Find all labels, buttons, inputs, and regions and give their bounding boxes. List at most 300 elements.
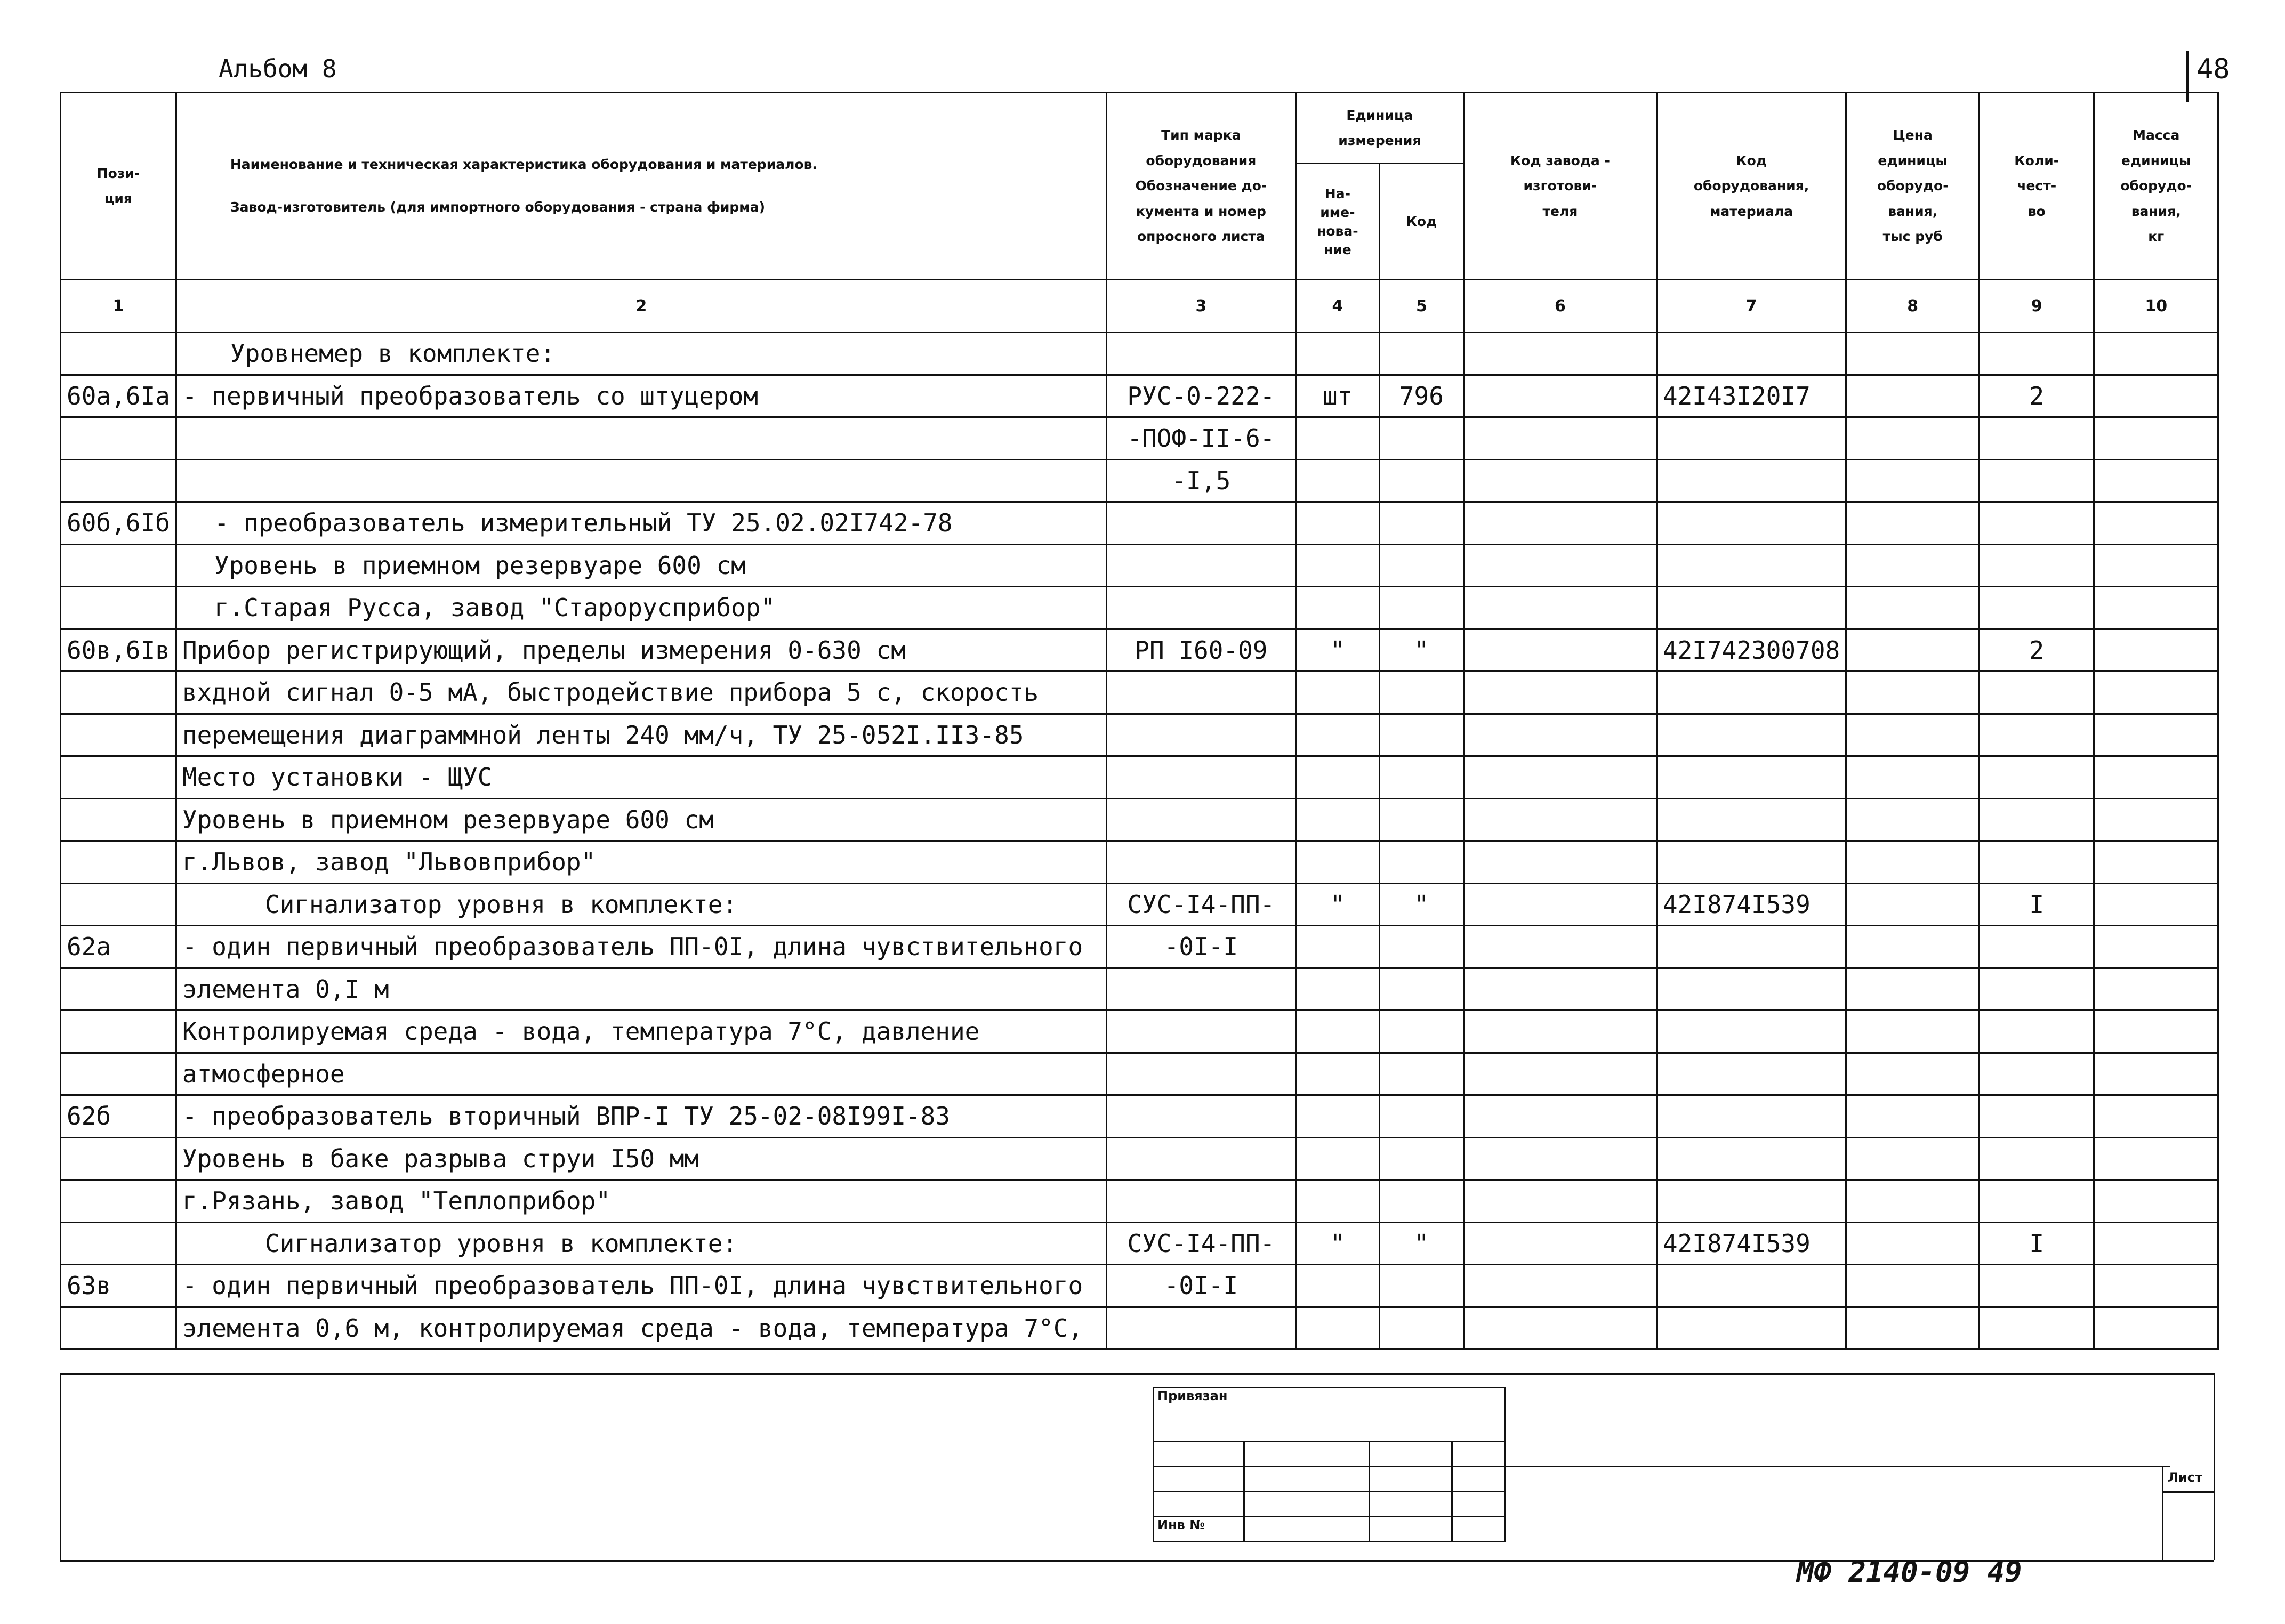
cell-plant-code: [1463, 417, 1656, 460]
cell-type-mark: СУС-I4-ПП-: [1106, 1222, 1296, 1265]
cell-unit-name: [1296, 587, 1379, 629]
column-number: 7: [1656, 280, 1846, 333]
cell-quantity: [1980, 333, 2094, 375]
cell-plant-code: [1463, 1307, 1656, 1350]
cell-equipment-code: [1656, 841, 1846, 884]
cell-unit-name: [1296, 417, 1379, 460]
cell-name: перемещения диаграммной ленты 240 мм/ч, ТУ 25-052I.II3-85: [176, 714, 1106, 756]
cell-price: [1846, 333, 1980, 375]
cell-plant-code: [1463, 672, 1656, 714]
cell-name: Уровень в приемном резервуаре 600 см: [176, 798, 1106, 841]
cell-position: [61, 459, 176, 502]
stamp-cell: [1370, 1442, 1452, 1467]
stamp-divider-line: [1506, 1466, 2170, 1467]
cell-position: [61, 1137, 176, 1180]
cell-price: [1846, 1095, 1980, 1138]
cell-unit-name: [1296, 968, 1379, 1011]
cell-quantity: [1980, 798, 2094, 841]
cell-quantity: [1980, 587, 2094, 629]
cell-name: г.Старая Русса, завод "Старорусприбор": [176, 587, 1106, 629]
cell-mass: [2094, 883, 2218, 926]
cell-price: [1846, 459, 1980, 502]
cell-equipment-code: 42I874I539: [1656, 1222, 1846, 1265]
cell-price: [1846, 1307, 1980, 1350]
table-row: [61, 841, 2218, 884]
cell-type-mark: СУС-I4-ПП-: [1106, 883, 1296, 926]
table-row: [61, 1095, 2218, 1138]
cell-unit-code: [1379, 1053, 1463, 1095]
cell-plant-code: [1463, 926, 1656, 968]
header-quantity: Коли- чест- во: [1980, 93, 2094, 280]
table-row: [61, 1011, 2218, 1053]
cell-mass: [2094, 1222, 2218, 1265]
cell-plant-code: [1463, 1222, 1656, 1265]
column-number-row: [61, 280, 2218, 333]
cell-quantity: [1980, 926, 2094, 968]
cell-position: [61, 1011, 176, 1053]
stamp-cell: [1370, 1492, 1452, 1517]
album-label: Альбом 8: [219, 54, 337, 83]
cell-plant-code: [1463, 1137, 1656, 1180]
table-row: [61, 417, 2218, 460]
cell-equipment-code: 42I874I539: [1656, 883, 1846, 926]
stamp-cell: [1244, 1467, 1370, 1492]
cell-type-mark: [1106, 1011, 1296, 1053]
cell-unit-code: [1379, 544, 1463, 587]
cell-price: [1846, 672, 1980, 714]
cell-plant-code: [1463, 333, 1656, 375]
cell-unit-code: [1379, 1011, 1463, 1053]
cell-name: Место установки - ЩУС: [176, 756, 1106, 799]
cell-unit-code: [1379, 333, 1463, 375]
cell-unit-code: [1379, 1180, 1463, 1223]
table-row: [61, 883, 2218, 926]
header-unit-code: Код: [1379, 164, 1463, 280]
cell-unit-name: [1296, 926, 1379, 968]
cell-name: Сигнализатор уровня в комплекте:: [176, 1222, 1106, 1265]
cell-equipment-code: [1656, 926, 1846, 968]
cell-equipment-code: [1656, 1180, 1846, 1223]
cell-position: [61, 1222, 176, 1265]
cell-unit-name: [1296, 1011, 1379, 1053]
cell-position: [61, 1307, 176, 1350]
cell-unit-code: [1379, 968, 1463, 1011]
cell-mass: [2094, 333, 2218, 375]
cell-mass: [2094, 375, 2218, 417]
cell-unit-code: ": [1379, 1222, 1463, 1265]
cell-position: [61, 968, 176, 1011]
cell-name: Уровень в приемном резервуаре 600 см: [176, 544, 1106, 587]
cell-price: [1846, 1222, 1980, 1265]
cell-mass: [2094, 1307, 2218, 1350]
cell-position: 60в,6Iв: [61, 629, 176, 672]
cell-name: вхдной сигнал 0-5 мА, быстродействие прибора 5 с, скорость: [176, 672, 1106, 714]
cell-equipment-code: 42I742300708: [1656, 629, 1846, 672]
cell-name: элемента 0,I м: [176, 968, 1106, 1011]
cell-unit-name: [1296, 459, 1379, 502]
document-number: МФ 2140-09 49: [1797, 1555, 2022, 1589]
cell-quantity: I: [1980, 883, 2094, 926]
column-number: 5: [1379, 280, 1463, 333]
cell-unit-code: [1379, 502, 1463, 545]
stamp-cell: [1244, 1492, 1370, 1517]
cell-quantity: [1980, 1307, 2094, 1350]
cell-name: Сигнализатор уровня в комплекте:: [176, 883, 1106, 926]
cell-mass: [2094, 926, 2218, 968]
cell-equipment-code: [1656, 544, 1846, 587]
table-row: [61, 968, 2218, 1011]
table-row: [61, 502, 2218, 545]
table-row: [61, 587, 2218, 629]
cell-unit-code: 796: [1379, 375, 1463, 417]
table-row: [61, 1180, 2218, 1223]
cell-equipment-code: [1656, 502, 1846, 545]
cell-price: [1846, 714, 1980, 756]
cell-mass: [2094, 502, 2218, 545]
cell-position: [61, 883, 176, 926]
cell-position: [61, 544, 176, 587]
column-number: 1: [61, 280, 176, 333]
frame-left-border: [60, 1373, 61, 1560]
cell-equipment-code: [1656, 417, 1846, 460]
cell-quantity: [1980, 544, 2094, 587]
cell-type-mark: РП I60-09: [1106, 629, 1296, 672]
column-number: 8: [1846, 280, 1980, 333]
cell-equipment-code: [1656, 756, 1846, 799]
cell-mass: [2094, 968, 2218, 1011]
cell-name: Уровнемер в комплекте:: [176, 333, 1106, 375]
cell-price: [1846, 417, 1980, 460]
cell-quantity: [1980, 417, 2094, 460]
cell-unit-name: [1296, 1180, 1379, 1223]
cell-quantity: [1980, 502, 2094, 545]
cell-mass: [2094, 672, 2218, 714]
cell-mass: [2094, 629, 2218, 672]
header-plant-code: Код завода - изготови- теля: [1463, 93, 1656, 280]
cell-unit-code: [1379, 417, 1463, 460]
cell-quantity: [1980, 672, 2094, 714]
cell-unit-name: [1296, 714, 1379, 756]
cell-name: Прибор регистрирующий, пределы измерения 0-630 см: [176, 629, 1106, 672]
header-name: Наименование и техническая характеристика оборудования и материалов. Завод-изготовитель (для импортного оборудования - страна фирма): [176, 93, 1106, 280]
cell-position: [61, 672, 176, 714]
cell-type-mark: [1106, 968, 1296, 1011]
cell-equipment-code: [1656, 333, 1846, 375]
cell-name: г.Львов, завод "Львовприбор": [176, 841, 1106, 884]
cell-plant-code: [1463, 1095, 1656, 1138]
cell-plant-code: [1463, 629, 1656, 672]
cell-type-mark: [1106, 544, 1296, 587]
cell-name: Уровень в баке разрыва струи I50 мм: [176, 1137, 1106, 1180]
stamp-cell: [1452, 1442, 1506, 1467]
cell-position: [61, 417, 176, 460]
sheet-label: Лист: [2168, 1470, 2202, 1485]
stamp-title: Привязан: [1154, 1388, 1506, 1442]
table-row: [61, 798, 2218, 841]
cell-name: элемента 0,6 м, контролируемая среда - вода, температура 7°С,: [176, 1307, 1106, 1350]
header-unit-name: На- име- нова- ние: [1296, 164, 1379, 280]
cell-unit-name: ": [1296, 1222, 1379, 1265]
cell-equipment-code: [1656, 1095, 1846, 1138]
cell-unit-code: [1379, 714, 1463, 756]
cell-equipment-code: [1656, 672, 1846, 714]
cell-position: 60а,6Iа: [61, 375, 176, 417]
cell-unit-name: [1296, 502, 1379, 545]
cell-price: [1846, 756, 1980, 799]
table-bottom-border: [60, 1373, 2214, 1375]
cell-unit-name: шт: [1296, 375, 1379, 417]
cell-mass: [2094, 714, 2218, 756]
cell-plant-code: [1463, 1011, 1656, 1053]
cell-mass: [2094, 587, 2218, 629]
cell-mass: [2094, 798, 2218, 841]
cell-name: [176, 417, 1106, 460]
table-row: [61, 1265, 2218, 1307]
cell-type-mark: РУС-0-222-: [1106, 375, 1296, 417]
table-row: [61, 544, 2218, 587]
cell-price: [1846, 841, 1980, 884]
cell-mass: [2094, 459, 2218, 502]
cell-type-mark: [1106, 502, 1296, 545]
cell-quantity: 2: [1980, 375, 2094, 417]
cell-price: [1846, 629, 1980, 672]
cell-price: [1846, 798, 1980, 841]
cell-unit-code: ": [1379, 883, 1463, 926]
table-row: [61, 672, 2218, 714]
cell-quantity: [1980, 841, 2094, 884]
cell-equipment-code: [1656, 1307, 1846, 1350]
cell-type-mark: [1106, 714, 1296, 756]
table-row: [61, 1307, 2218, 1350]
cell-type-mark: -ПОФ-II-6-: [1106, 417, 1296, 460]
cell-plant-code: [1463, 798, 1656, 841]
cell-name: - преобразователь вторичный ВПР-I ТУ 25-02-08I99I-83: [176, 1095, 1106, 1138]
cell-unit-name: ": [1296, 883, 1379, 926]
cell-unit-name: [1296, 1095, 1379, 1138]
cell-quantity: [1980, 756, 2094, 799]
cell-mass: [2094, 1053, 2218, 1095]
cell-plant-code: [1463, 1053, 1656, 1095]
cell-mass: [2094, 1137, 2218, 1180]
stamp-cell: [1244, 1517, 1370, 1542]
cell-type-mark: [1106, 587, 1296, 629]
cell-mass: [2094, 544, 2218, 587]
cell-unit-name: [1296, 756, 1379, 799]
cell-unit-name: ": [1296, 629, 1379, 672]
cell-plant-code: [1463, 841, 1656, 884]
header-unit-group: Единица измерения: [1296, 93, 1463, 164]
column-number: 4: [1296, 280, 1379, 333]
cell-price: [1846, 544, 1980, 587]
cell-unit-code: [1379, 798, 1463, 841]
cell-position: 62а: [61, 926, 176, 968]
cell-position: [61, 1053, 176, 1095]
cell-name: - один первичный преобразователь ПП-0I, длина чувствительного: [176, 1265, 1106, 1307]
cell-type-mark: -0I-I: [1106, 1265, 1296, 1307]
cell-plant-code: [1463, 502, 1656, 545]
table-row: [61, 714, 2218, 756]
header-mass: Масса единицы оборудо- вания, кг: [2094, 93, 2218, 280]
cell-name: [176, 459, 1106, 502]
stamp-cell: [1452, 1517, 1506, 1542]
cell-equipment-code: [1656, 714, 1846, 756]
column-number: 3: [1106, 280, 1296, 333]
table-row: [61, 1053, 2218, 1095]
cell-equipment-code: [1656, 459, 1846, 502]
cell-position: [61, 714, 176, 756]
cell-position: 60б,6Iб: [61, 502, 176, 545]
cell-name: - первичный преобразователь со штуцером: [176, 375, 1106, 417]
cell-quantity: [1980, 1011, 2094, 1053]
cell-equipment-code: [1656, 587, 1846, 629]
cell-unit-name: [1296, 841, 1379, 884]
cell-equipment-code: 42I43I20I7: [1656, 375, 1846, 417]
header-equipment-code: Код оборудования, материала: [1656, 93, 1846, 280]
cell-price: [1846, 587, 1980, 629]
cell-price: [1846, 1180, 1980, 1223]
cell-type-mark: -0I-I: [1106, 926, 1296, 968]
cell-unit-code: ": [1379, 629, 1463, 672]
cell-position: [61, 587, 176, 629]
table-row: [61, 1137, 2218, 1180]
table-row: [61, 1222, 2218, 1265]
table-row: [61, 926, 2218, 968]
cell-quantity: 2: [1980, 629, 2094, 672]
cell-equipment-code: [1656, 1137, 1846, 1180]
cell-type-mark: [1106, 1137, 1296, 1180]
table-row: [61, 333, 2218, 375]
cell-quantity: [1980, 968, 2094, 1011]
sheet-box-divider: [2163, 1491, 2215, 1493]
column-number: 9: [1980, 280, 2094, 333]
cell-plant-code: [1463, 1265, 1656, 1307]
cell-price: [1846, 883, 1980, 926]
cell-unit-name: [1296, 1053, 1379, 1095]
header-type: Тип марка оборудования Обозначение до- кумента и номер опросного листа: [1106, 93, 1296, 280]
cell-position: [61, 333, 176, 375]
cell-unit-name: [1296, 1307, 1379, 1350]
cell-type-mark: [1106, 798, 1296, 841]
cell-unit-name: [1296, 1265, 1379, 1307]
cell-unit-code: [1379, 1265, 1463, 1307]
cell-unit-code: [1379, 587, 1463, 629]
specification-table: [60, 92, 2219, 1350]
cell-position: [61, 798, 176, 841]
cell-plant-code: [1463, 883, 1656, 926]
cell-quantity: [1980, 1180, 2094, 1223]
cell-mass: [2094, 417, 2218, 460]
cell-plant-code: [1463, 544, 1656, 587]
sheet-number: 48: [2197, 53, 2230, 85]
stamp-cell: [1154, 1467, 1244, 1492]
cell-unit-code: [1379, 672, 1463, 714]
cell-type-mark: [1106, 756, 1296, 799]
cell-mass: [2094, 1265, 2218, 1307]
table-row: [61, 756, 2218, 799]
cell-position: [61, 841, 176, 884]
cell-type-mark: [1106, 1053, 1296, 1095]
cell-equipment-code: [1656, 1053, 1846, 1095]
cell-name: - преобразователь измерительный ТУ 25.02.02I742-78: [176, 502, 1106, 545]
cell-unit-code: [1379, 926, 1463, 968]
cell-quantity: I: [1980, 1222, 2094, 1265]
cell-position: [61, 1180, 176, 1223]
cell-quantity: [1980, 714, 2094, 756]
cell-type-mark: [1106, 841, 1296, 884]
cell-plant-code: [1463, 756, 1656, 799]
column-number: 6: [1463, 280, 1656, 333]
cell-unit-code: [1379, 1307, 1463, 1350]
sheet-box: [2162, 1466, 2215, 1560]
cell-price: [1846, 1053, 1980, 1095]
cell-quantity: [1980, 1265, 2094, 1307]
cell-type-mark: [1106, 1095, 1296, 1138]
cell-name: - один первичный преобразователь ПП-0I, длина чувствительного: [176, 926, 1106, 968]
cell-plant-code: [1463, 459, 1656, 502]
cell-price: [1846, 1011, 1980, 1053]
cell-equipment-code: [1656, 1011, 1846, 1053]
stamp-cell: [1154, 1442, 1244, 1467]
cell-name: атмосферное: [176, 1053, 1106, 1095]
stamp-cell: [1244, 1442, 1370, 1467]
cell-unit-code: [1379, 1095, 1463, 1138]
cell-plant-code: [1463, 968, 1656, 1011]
cell-unit-name: [1296, 672, 1379, 714]
header-price: Цена единицы оборудо- вания, тыс руб: [1846, 93, 1980, 280]
cell-plant-code: [1463, 375, 1656, 417]
cell-quantity: [1980, 1053, 2094, 1095]
cell-type-mark: [1106, 672, 1296, 714]
stamp-cell: [1370, 1467, 1452, 1492]
cell-name: Контролируемая среда - вода, температура 7°С, давление: [176, 1011, 1106, 1053]
cell-mass: [2094, 1180, 2218, 1223]
stamp-cell: [1452, 1467, 1506, 1492]
table-header-row-1: [61, 93, 2218, 164]
cell-plant-code: [1463, 587, 1656, 629]
cell-position: 63в: [61, 1265, 176, 1307]
title-stamp: [1153, 1387, 1506, 1542]
cell-mass: [2094, 841, 2218, 884]
cell-type-mark: [1106, 333, 1296, 375]
cell-equipment-code: [1656, 968, 1846, 1011]
cell-quantity: [1980, 1137, 2094, 1180]
cell-unit-name: [1296, 1137, 1379, 1180]
cell-type-mark: [1106, 1180, 1296, 1223]
cell-position: 62б: [61, 1095, 176, 1138]
cell-quantity: [1980, 459, 2094, 502]
table-row: [61, 629, 2218, 672]
header-position: Пози- ция: [61, 93, 176, 280]
stamp-inv-label: Инв №: [1154, 1517, 1244, 1542]
table-row: [61, 375, 2218, 417]
cell-mass: [2094, 1095, 2218, 1138]
cell-mass: [2094, 756, 2218, 799]
column-number: 10: [2094, 280, 2218, 333]
cell-price: [1846, 926, 1980, 968]
cell-position: [61, 756, 176, 799]
cell-equipment-code: [1656, 798, 1846, 841]
cell-type-mark: [1106, 1307, 1296, 1350]
cell-type-mark: -I,5: [1106, 459, 1296, 502]
cell-price: [1846, 968, 1980, 1011]
cell-price: [1846, 1265, 1980, 1307]
stamp-cell: [1370, 1517, 1452, 1542]
cell-equipment-code: [1656, 1265, 1846, 1307]
cell-mass: [2094, 1011, 2218, 1053]
stamp-cell: [1452, 1492, 1506, 1517]
cell-price: [1846, 1137, 1980, 1180]
stamp-cell: [1154, 1492, 1244, 1517]
